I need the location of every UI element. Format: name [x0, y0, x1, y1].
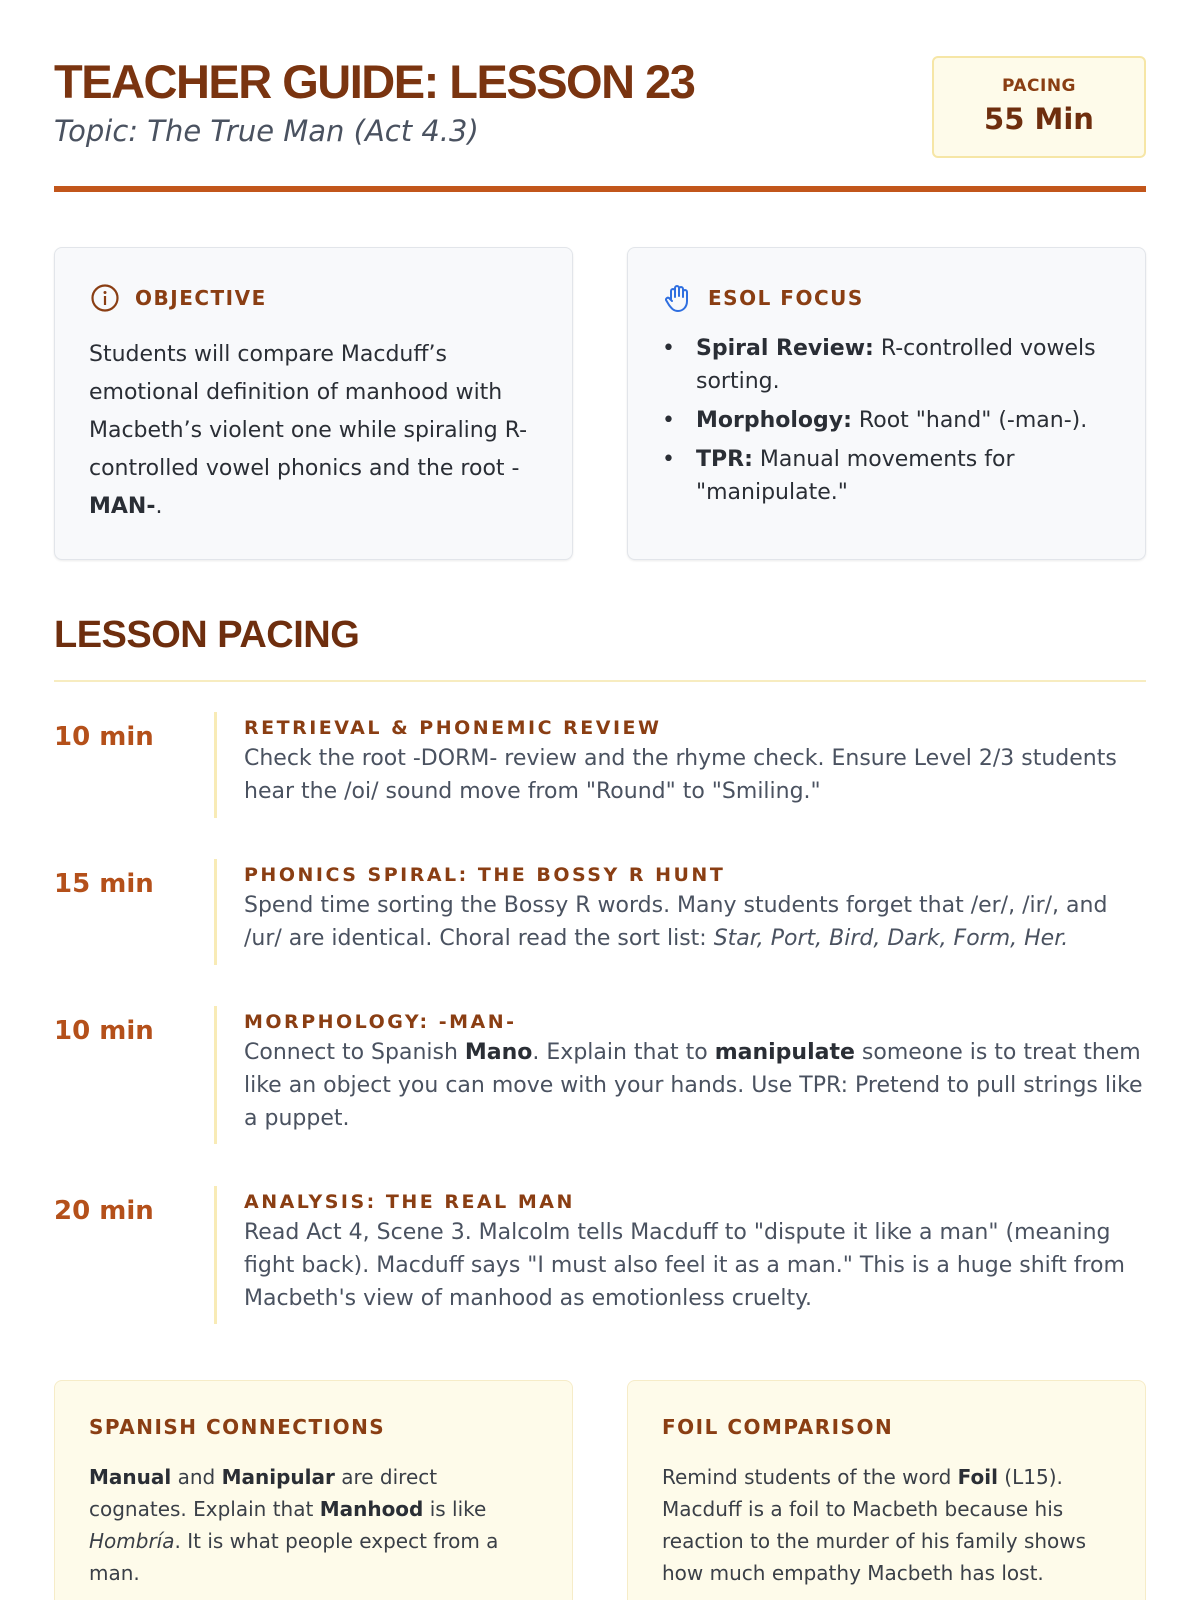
pacing-badge-value: 55 Min	[984, 102, 1094, 136]
step-duration: 10 min	[54, 1016, 154, 1046]
list-item: • TPR: Manual movements for "manipulate."	[662, 447, 1015, 505]
pacing-step	[54, 859, 1146, 969]
esol-focus-heading: ESOL FOCUS	[708, 286, 864, 310]
step-duration: 15 min	[54, 869, 154, 899]
step-heading: ANALYSIS: THE REAL MAN	[244, 1191, 575, 1213]
foil-comparison-card	[627, 1380, 1146, 1600]
esol-focus-list	[662, 332, 1111, 509]
step-duration: 20 min	[54, 1196, 154, 1226]
step-divider	[214, 1186, 217, 1324]
spanish-connections-card	[54, 1380, 573, 1600]
step-text: Read Act 4, Scene 3. Malcolm tells Macduff to "dispute it like a man" (meaning fight back). Macduff says "I must also feel it as a man." This is a huge shift from Macbeth's view of manhood as emotionless cruelty.	[244, 1220, 1125, 1311]
objective-heading: OBJECTIVE	[135, 286, 267, 310]
foil-comparison-heading: FOIL COMPARISON	[662, 1415, 894, 1439]
step-divider	[214, 1006, 217, 1144]
step-heading: RETRIEVAL & PHONEMIC REVIEW	[244, 717, 662, 739]
info-circle-icon	[89, 282, 121, 314]
page-header	[54, 54, 1146, 194]
hand-icon	[662, 282, 694, 314]
foil-comparison-text: Remind students of the word Foil (L15). Macduff is a foil to Macbeth because his reaction to the murder of his family shows how much empathy Macbeth has lost.	[662, 1465, 1087, 1585]
step-heading: PHONICS SPIRAL: THE BOSSY R HUNT	[244, 864, 726, 886]
list-item: • Spiral Review: R-controlled vowels sorting.	[662, 336, 1096, 394]
page-subtitle: Topic: The True Man (Act 4.3)	[54, 114, 479, 148]
step-text: Check the root -DORM- review and the rhyme check. Ensure Level 2/3 students hear the /oi/ sound move from "Round" to "Smiling."	[244, 746, 1117, 804]
step-heading: MORPHOLOGY: -MAN-	[244, 1011, 517, 1033]
spanish-connections-text: Manual and Manipular are direct cognates. Explain that Manhood is like Hombría. It is what people expect from a man.	[89, 1465, 499, 1585]
pacing-step	[54, 1006, 1146, 1146]
spanish-connections-heading: SPANISH CONNECTIONS	[89, 1415, 386, 1439]
header-divider	[54, 186, 1146, 192]
list-item: • Morphology: Root "hand" (-man-).	[662, 408, 1088, 433]
step-divider	[214, 712, 217, 818]
esol-focus-card	[627, 247, 1146, 560]
step-divider	[214, 859, 217, 965]
lesson-pacing-title: LESSON PACING	[54, 614, 360, 656]
step-text: Connect to Spanish Mano. Explain that to manipulate someone is to treat them like an object you can move with your hands. Use TPR: Pretend to pull strings like a puppet.	[244, 1040, 1143, 1131]
section-divider	[54, 680, 1146, 682]
objective-card	[54, 247, 573, 560]
step-duration: 10 min	[54, 722, 154, 752]
page-title: TEACHER GUIDE: LESSON 23	[54, 55, 695, 108]
objective-text: Students will compare Macduff’s emotional definition of manhood with Macbeth’s violent one while spiraling R-controlled vowel phonics and the root -MAN-.	[89, 342, 528, 519]
pacing-badge-label: PACING	[1001, 76, 1077, 96]
pacing-badge	[932, 56, 1146, 158]
pacing-step	[54, 712, 1146, 822]
step-text: Spend time sorting the Bossy R words. Many students forget that /er/, /ir/, and /ur/ are identical. Choral read the sort list: Star, Port, Bird, Dark, Form, Her.	[244, 893, 1108, 951]
pacing-step	[54, 1186, 1146, 1326]
